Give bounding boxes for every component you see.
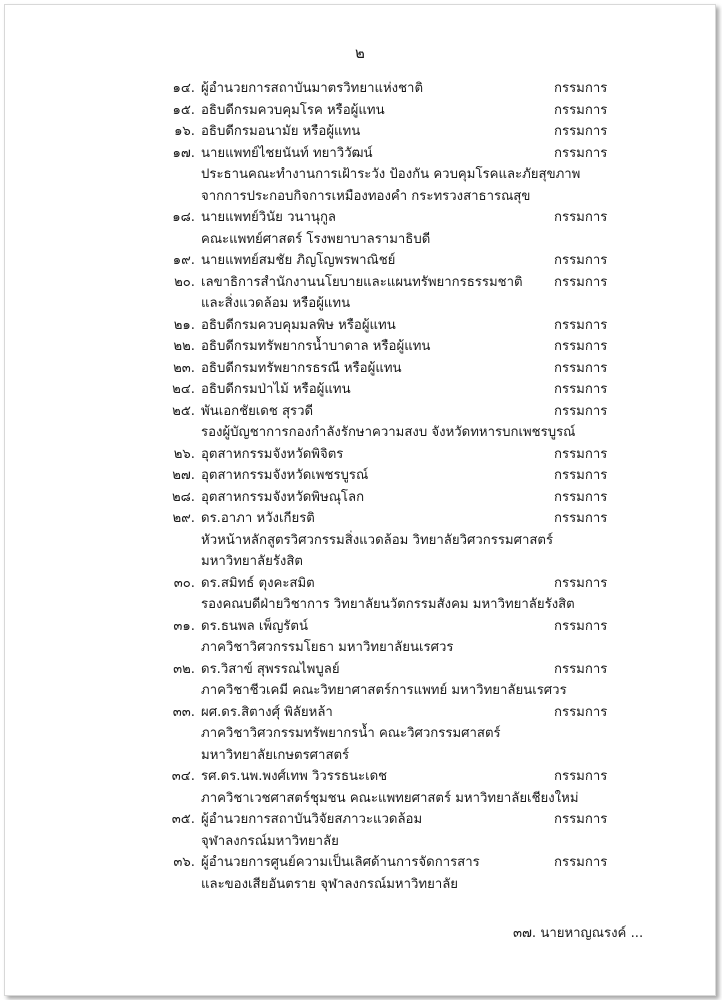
member-name: อุตสาหกรรมจังหวัดพิจิตร [201, 446, 344, 462]
member-affiliation: มหาวิทยาลัยเกษตรศาสตร์ [201, 747, 350, 763]
list-item-continuation [5, 788, 715, 810]
list-item [5, 487, 715, 509]
list-item-continuation [5, 745, 715, 767]
member-role: กรรมการ [554, 575, 608, 591]
member-name: ผู้อำนวยการศูนย์ความเป็นเลิศด้านการจัดการสาร [201, 855, 480, 870]
member-affiliation: ภาควิชาเวชศาสตร์ชุมชน คณะแพทยศาสตร์ มหาวิทยาลัยเชียงใหม่ [201, 790, 579, 806]
member-name: ดร.ธนพล เพ็ญรัตน์ [201, 618, 308, 634]
member-role: กรรมการ [554, 769, 608, 784]
item-number: ๒๕. [172, 403, 195, 419]
list-item [5, 401, 715, 423]
list-item [5, 766, 715, 788]
item-number: ๓๒. [173, 661, 195, 677]
item-number: ๓๖. [173, 855, 195, 870]
document-page [4, 4, 716, 996]
list-item [5, 336, 715, 358]
member-role: กรรมการ [554, 468, 608, 483]
member-affiliation: ภาควิชาชีวเคมี คณะวิทยาศาสตร์การแพทย์ มหาวิทยาลัยนเรศวร [201, 683, 567, 698]
list-item [5, 78, 715, 100]
member-role: กรรมการ [554, 403, 608, 419]
item-number: ๒๔. [172, 382, 195, 397]
member-role: กรรมการ [554, 855, 608, 870]
member-role: กรรมการ [554, 704, 608, 720]
list-item-continuation [5, 530, 715, 552]
list-item-continuation [5, 164, 715, 186]
list-item [5, 143, 715, 165]
member-role: กรรมการ [554, 446, 608, 462]
list-item [5, 207, 715, 229]
member-role: กรรมการ [554, 812, 608, 827]
member-name: รศ.ดร.นพ.พงศ์เทพ วิวรรธนะเดช [201, 769, 388, 784]
member-role: กรรมการ [554, 210, 608, 225]
member-name: อุตสาหกรรมจังหวัดเพชรบูรณ์ [201, 468, 369, 483]
member-name: ผศ.ดร.สิตางศุ์ พิลัยหล้า [201, 704, 333, 720]
member-role: กรรมการ [554, 339, 608, 354]
item-number: ๓๕. [171, 812, 195, 827]
item-number: ๓๐. [173, 575, 195, 591]
member-role: กรรมการ [554, 274, 608, 290]
list-item [5, 809, 715, 831]
continuation-note: ๓๗. นายหาญณรงค์ ... [513, 926, 644, 941]
item-number: ๒๙. [172, 511, 195, 526]
member-role: กรรมการ [554, 382, 608, 397]
item-number: ๓๓. [172, 704, 195, 720]
list-item [5, 508, 715, 530]
member-role: กรรมการ [554, 489, 608, 505]
list-item [5, 659, 715, 681]
member-role: กรรมการ [554, 618, 608, 634]
item-number: ๒๑. [173, 317, 195, 333]
member-name: นายแพทย์ไชยนันท์ ทยาวิวัฒน์ [201, 145, 373, 161]
member-affiliation: หัวหน้าหลักสูตรวิศวกรรมสิ่งแวดล้อม วิทยาลัยวิศวกรรมศาสตร์ [201, 532, 554, 548]
member-affiliation: รองคณบดีฝ่ายวิชาการ วิทยาลัยนวัตกรรมสังคม มหาวิทยาลัยรังสิต [201, 597, 575, 612]
member-name: นายแพทย์สมชัย ภิญโญพรพาณิชย์ [201, 253, 396, 268]
member-name: อธิบดีกรมทรัพยากรธรณี หรือผู้แทน [201, 360, 402, 376]
member-affiliation: รองผู้บัญชาการกองกำลังรักษาความสงบ จังหวัดทหารบกเพชรบูรณ์ [201, 425, 576, 440]
list-item-continuation [5, 680, 715, 702]
list-item [5, 121, 715, 143]
member-name: เลขาธิการสำนักงานนโยบายและแผนทรัพยากรธรรมชาติ [201, 274, 523, 290]
member-affiliation: คณะแพทย์ศาสตร์ โรงพยาบาลรามาธิบดี [201, 231, 431, 247]
list-item-continuation [5, 229, 715, 251]
member-name: พันเอกชัยเดช สุรวดี [201, 403, 314, 419]
list-item-continuation [5, 422, 715, 444]
item-number: ๑๖. [174, 124, 195, 139]
list-item [5, 250, 715, 272]
member-role: กรรมการ [554, 253, 608, 268]
item-number: ๑๙. [172, 253, 195, 268]
item-number: ๒๖. [173, 446, 195, 462]
member-name: อุตสาหกรรมจังหวัดพิษณุโลก [201, 489, 365, 505]
list-item [5, 379, 715, 401]
member-name: ผู้อำนวยการสถาบันวิจัยสภาวะแวดล้อม [201, 812, 423, 827]
list-item-continuation [5, 874, 715, 896]
member-name: ดร.อาภา หวังเกียรติ [201, 511, 315, 526]
item-number: ๒๐. [174, 274, 195, 290]
list-item-continuation [5, 594, 715, 616]
item-number: ๓๑. [173, 618, 195, 634]
list-item-continuation [5, 293, 715, 315]
item-number: ๒๘. [171, 489, 195, 505]
member-affiliation: และสิ่งแวดล้อม หรือผู้แทน [201, 296, 351, 311]
item-number: ๑๕. [172, 102, 195, 118]
item-number: ๑๔. [172, 81, 195, 96]
list-item-continuation [5, 831, 715, 853]
member-name: อธิบดีกรมอนามัย หรือผู้แทน [201, 124, 361, 139]
member-role: กรรมการ [554, 145, 608, 161]
list-item-continuation [5, 186, 715, 208]
item-number: ๒๓. [173, 360, 195, 376]
member-name: ดร.วิสาข์ สุพรรณไพบูลย์ [201, 661, 340, 677]
list-item [5, 444, 715, 466]
member-role: กรรมการ [554, 360, 608, 376]
member-affiliation: มหาวิทยาลัยรังสิต [201, 554, 303, 569]
member-name: อธิบดีกรมป่าไม้ หรือผู้แทน [201, 382, 351, 397]
list-item [5, 358, 715, 380]
member-role: กรรมการ [554, 317, 608, 333]
list-item [5, 272, 715, 294]
member-role: กรรมการ [554, 661, 608, 677]
member-name: อธิบดีกรมควบคุมโรค หรือผู้แทน [201, 102, 385, 118]
page-number: ๒ [355, 44, 365, 62]
item-number: ๒๒. [173, 339, 195, 354]
member-affiliation: และของเสียอันตราย จุฬาลงกรณ์มหาวิทยาลัย [201, 876, 459, 892]
member-role: กรรมการ [554, 124, 608, 139]
member-name: อธิบดีกรมทรัพยากรน้ำบาดาล หรือผู้แทน [201, 339, 431, 354]
list-item [5, 852, 715, 874]
list-item [5, 100, 715, 122]
member-affiliation: จุฬาลงกรณ์มหาวิทยาลัย [201, 833, 339, 849]
item-number: ๓๔. [171, 769, 195, 784]
list-item [5, 702, 715, 724]
member-affiliation: จากการประกอบกิจการเหมืองทองคำ กระทรวงสาธารณสุข [201, 188, 531, 204]
list-item [5, 465, 715, 487]
item-number: ๒๗. [172, 468, 195, 483]
member-name: นายแพทย์วินัย วนานุกูล [201, 210, 337, 225]
item-number: ๑๗. [172, 145, 195, 161]
member-role: กรรมการ [554, 102, 608, 118]
member-name: อธิบดีกรมควบคุมมลพิษ หรือผู้แทน [201, 317, 396, 333]
item-number: ๑๘. [172, 210, 195, 225]
list-item [5, 616, 715, 638]
list-item-continuation [5, 551, 715, 573]
list-item-continuation [5, 723, 715, 745]
member-affiliation: ประธานคณะทำงานการเฝ้าระวัง ป้องกัน ควบคุมโรคและภัยสุขภาพ [201, 167, 581, 182]
member-affiliation: ภาควิชาวิศวกรรมทรัพยากรน้ำ คณะวิศวกรรมศาสตร์ [201, 726, 501, 741]
list-item [5, 573, 715, 595]
member-name: ผู้อำนวยการสถาบันมาตรวิทยาแห่งชาติ [201, 81, 424, 96]
list-item [5, 315, 715, 337]
member-role: กรรมการ [554, 511, 608, 526]
member-name: ดร.สมิทธ์ ตุงคะสมิต [201, 575, 315, 591]
member-affiliation: ภาควิชาวิศวกรรมโยธา มหาวิทยาลัยนเรศวร [201, 640, 454, 655]
member-role: กรรมการ [554, 81, 608, 96]
list-item-continuation [5, 637, 715, 659]
